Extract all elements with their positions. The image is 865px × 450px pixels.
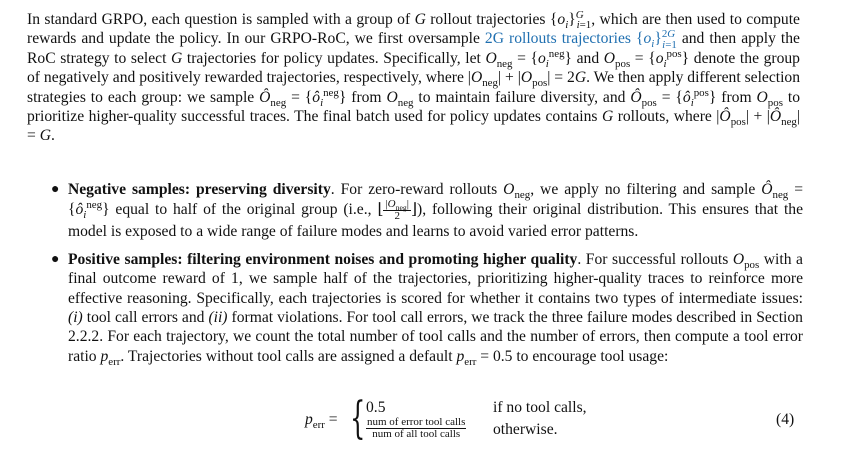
- bullet-icon: ●: [51, 182, 60, 197]
- intro-text: from: [721, 88, 752, 106]
- intro-text: denote the group of negatively and positively rewarded trajectories, respectively, where: [27, 49, 800, 87]
- intro-paragraph: In standard GRPO, each question is sampled with a group of G rollout trajectories $\{o_i\}^G_{i=1}$, which are then used to compute rewards and update the policy. In our GRPO-RoC, we first oversample 2G rollouts trajectories $\{o_i\}^{2G}_{i=1}$ and then apply the RoC strategy to select G trajectories for policy updates. Specifically, let $O_{neg} = \{o_i^{neg}\}$ and $O_{pos} = \{o_i^{pos}\}$ denote the group of negatively and positively rewarded trajectories, respectively, where $|O_{neg}| + |O_{pos}| = 2G$. We then apply different selection strategies to each group: we sample $Ô_{neg}$ = $\{ô_i^{neg}\}$ from $O_{neg}$ to maintain failure diversity, and $Ô_{pos}$ = $\{ô_i^{pos}\}$ from $O_{pos}$ to prioritize higher-quality successful traces. The final batch used for policy updates contains G rollouts, where $|Ô_{pos}|$ + $|Ô_{neg}| = G$.: [27, 8, 801, 145]
- bullet-title: Negative samples: preserving diversity: [68, 181, 331, 198]
- list-item: ● Positive samples: filtering environment noises and promoting higher quality. For successful rollouts $O_{pos}$ with a final outcome reward of 1, we sample half of the trajectories, prioritizing higher-quality traces to reinforce more effective reasoning. Specifically, each trajectories is scored for whether it contains two types of intermediate issues: (i) tool call errors and (ii) format violations. For tool call errors, we track the three failure modes described in Section 2.2.2. For each trajectory, we count the total number of tool calls and the number of errors, then compute a tool error ratio $p_{err}$. Trajectories without tool calls are assigned a default $p_{err} = 0.5$ to encourage tool usage:: [51, 250, 803, 368]
- intro-text: rollouts, where: [617, 108, 712, 126]
- intro-text: trajectories for policy updates. Specifically, let: [186, 49, 481, 67]
- case-1-value: 0.5: [366, 399, 386, 416]
- intro-text: from: [351, 88, 382, 106]
- intro-text: , which are then used to compute rewards and update the policy. In our GRPO-RoC, we first oversample: [27, 11, 800, 48]
- selection-strategy-list: [51, 180, 804, 374]
- equation-number: (4): [776, 411, 795, 428]
- intro-text: to maintain failure diversity, and: [418, 88, 626, 106]
- intro-text: rollout trajectories: [430, 11, 546, 28]
- oversample-link[interactable]: 2G rollouts trajectories $\{o_i\}^{2G}_{i=1}$: [484, 28, 677, 51]
- intro-text: In standard GRPO, each question is sampled with a group of: [27, 11, 411, 28]
- case-2-condition: otherwise.: [493, 421, 558, 438]
- bullet-icon: ●: [51, 251, 60, 267]
- equation-4: [0, 393, 865, 446]
- equation-lhs: $p_{err}$ =: [305, 411, 338, 432]
- case-2-fraction: num of error tool calls num of all tool calls: [367, 416, 466, 440]
- intro-text: and: [576, 49, 600, 67]
- list-item: ● Negative samples: preserving diversity. For zero-reward rollouts $O_{neg}$, we apply no filtering and sample $Ô_{neg}$ = $\{ô_i^{neg}\}$ equal to half of the original group (i.e., ⌊ $\frac{|O_{neg}|}{2}$ ⌋), following their original distribution. This ensures that the model is exposed to a wide range of failure modes and learns to avoid varied error patterns.: [51, 181, 804, 241]
- left-brace: {: [350, 393, 366, 444]
- intro-text: We then apply different selection strategies to each group: we sample: [27, 69, 801, 106]
- case-1-condition: if no tool calls,: [493, 399, 587, 416]
- bullet-title: Positive samples: filtering environment noises and promoting higher quality: [68, 250, 578, 268]
- intro-text: and then apply the RoC strategy to select: [27, 30, 800, 67]
- intro-text: to prioritize higher-quality successful traces. The final batch used for policy updates contains: [27, 88, 800, 126]
